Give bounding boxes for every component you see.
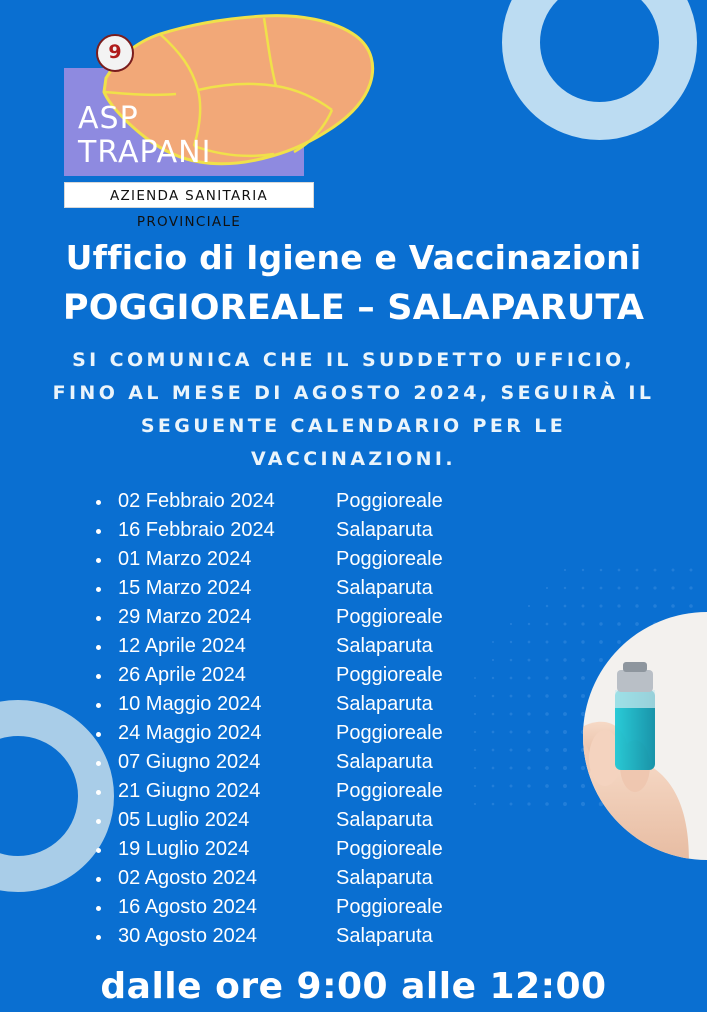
- schedule-date: 16 Agosto 2024: [118, 896, 258, 918]
- bullet-icon: [96, 790, 101, 795]
- bullet-icon: [96, 848, 101, 853]
- bullet-icon: [96, 819, 101, 824]
- schedule-date: 12 Aprile 2024: [118, 635, 246, 657]
- bullet-icon: [96, 935, 101, 940]
- logo-subtitle: AZIENDA SANITARIA PROVINCIALE: [64, 182, 314, 208]
- schedule-date: 21 Giugno 2024: [118, 780, 261, 802]
- schedule-row: [96, 925, 616, 954]
- schedule-date: 24 Maggio 2024: [118, 722, 262, 744]
- schedule-date: 01 Marzo 2024: [118, 548, 252, 570]
- schedule-place: Salaparuta: [336, 809, 433, 831]
- schedule-row: [96, 490, 616, 519]
- schedule-date: 10 Maggio 2024: [118, 693, 262, 715]
- schedule-date: 07 Giugno 2024: [118, 751, 261, 773]
- bullet-icon: [96, 674, 101, 679]
- schedule-date: 05 Luglio 2024: [118, 809, 250, 831]
- schedule-place: Salaparuta: [336, 925, 433, 947]
- schedule-date: 16 Febbraio 2024: [118, 519, 275, 541]
- schedule-place: Salaparuta: [336, 751, 433, 773]
- schedule-place: Poggioreale: [336, 896, 443, 918]
- schedule-date: 29 Marzo 2024: [118, 606, 252, 628]
- schedule-place: Poggioreale: [336, 606, 443, 628]
- bullet-icon: [96, 761, 101, 766]
- schedule-place: Salaparuta: [336, 867, 433, 889]
- bullet-icon: [96, 500, 101, 505]
- schedule-date: 26 Aprile 2024: [118, 664, 246, 686]
- bullet-icon: [96, 645, 101, 650]
- page-title-line2: POGGIOREALE – SALAPARUTA: [62, 288, 645, 328]
- schedule-row: [96, 577, 616, 606]
- schedule-row: [96, 548, 616, 577]
- schedule-place: Salaparuta: [336, 519, 433, 541]
- schedule-date: 15 Marzo 2024: [118, 577, 252, 599]
- bullet-icon: [96, 906, 101, 911]
- bullet-icon: [96, 877, 101, 882]
- bullet-icon: [96, 703, 101, 708]
- schedule-row: [96, 519, 616, 548]
- logo-asp-text: ASP: [78, 101, 139, 136]
- schedule-row: [96, 867, 616, 896]
- schedule-place: Salaparuta: [336, 635, 433, 657]
- schedule-date: 02 Agosto 2024: [118, 867, 258, 889]
- schedule-place: Salaparuta: [336, 693, 433, 715]
- schedule-place: Poggioreale: [336, 490, 443, 512]
- vaccine-photo: [475, 612, 707, 860]
- schedule-place: Poggioreale: [336, 838, 443, 860]
- bullet-icon: [96, 529, 101, 534]
- bullet-icon: [96, 558, 101, 563]
- schedule-date: 19 Luglio 2024: [118, 838, 250, 860]
- bullet-icon: [96, 616, 101, 621]
- ring-decoration-top: [502, 0, 697, 140]
- bullet-icon: [96, 732, 101, 737]
- bullet-icon: [96, 587, 101, 592]
- schedule-place: Poggioreale: [336, 780, 443, 802]
- schedule-place: Poggioreale: [336, 548, 443, 570]
- schedule-date: 02 Febbraio 2024: [118, 490, 275, 512]
- schedule-place: Poggioreale: [336, 722, 443, 744]
- logo-trapani-text: TRAPANI: [78, 135, 212, 170]
- schedule-place: Poggioreale: [336, 664, 443, 686]
- schedule-row: [96, 896, 616, 925]
- page-title-line1: Ufficio di Igiene e Vaccinazioni: [65, 238, 642, 277]
- asp-trapani-logo: [58, 6, 378, 230]
- schedule-date: 30 Agosto 2024: [118, 925, 258, 947]
- logo-badge-number: 9: [96, 34, 134, 72]
- schedule-place: Salaparuta: [336, 577, 433, 599]
- opening-hours: dalle ore 9:00 alle 12:00: [100, 966, 607, 1007]
- intro-paragraph: SI COMUNICA CHE IL SUDDETTO UFFICIO, FINO AL MESE DI AGOSTO 2024, SEGUIRÀ IL SEGUENTE CALENDARIO PER LE VACCINAZIONI.: [52, 349, 655, 470]
